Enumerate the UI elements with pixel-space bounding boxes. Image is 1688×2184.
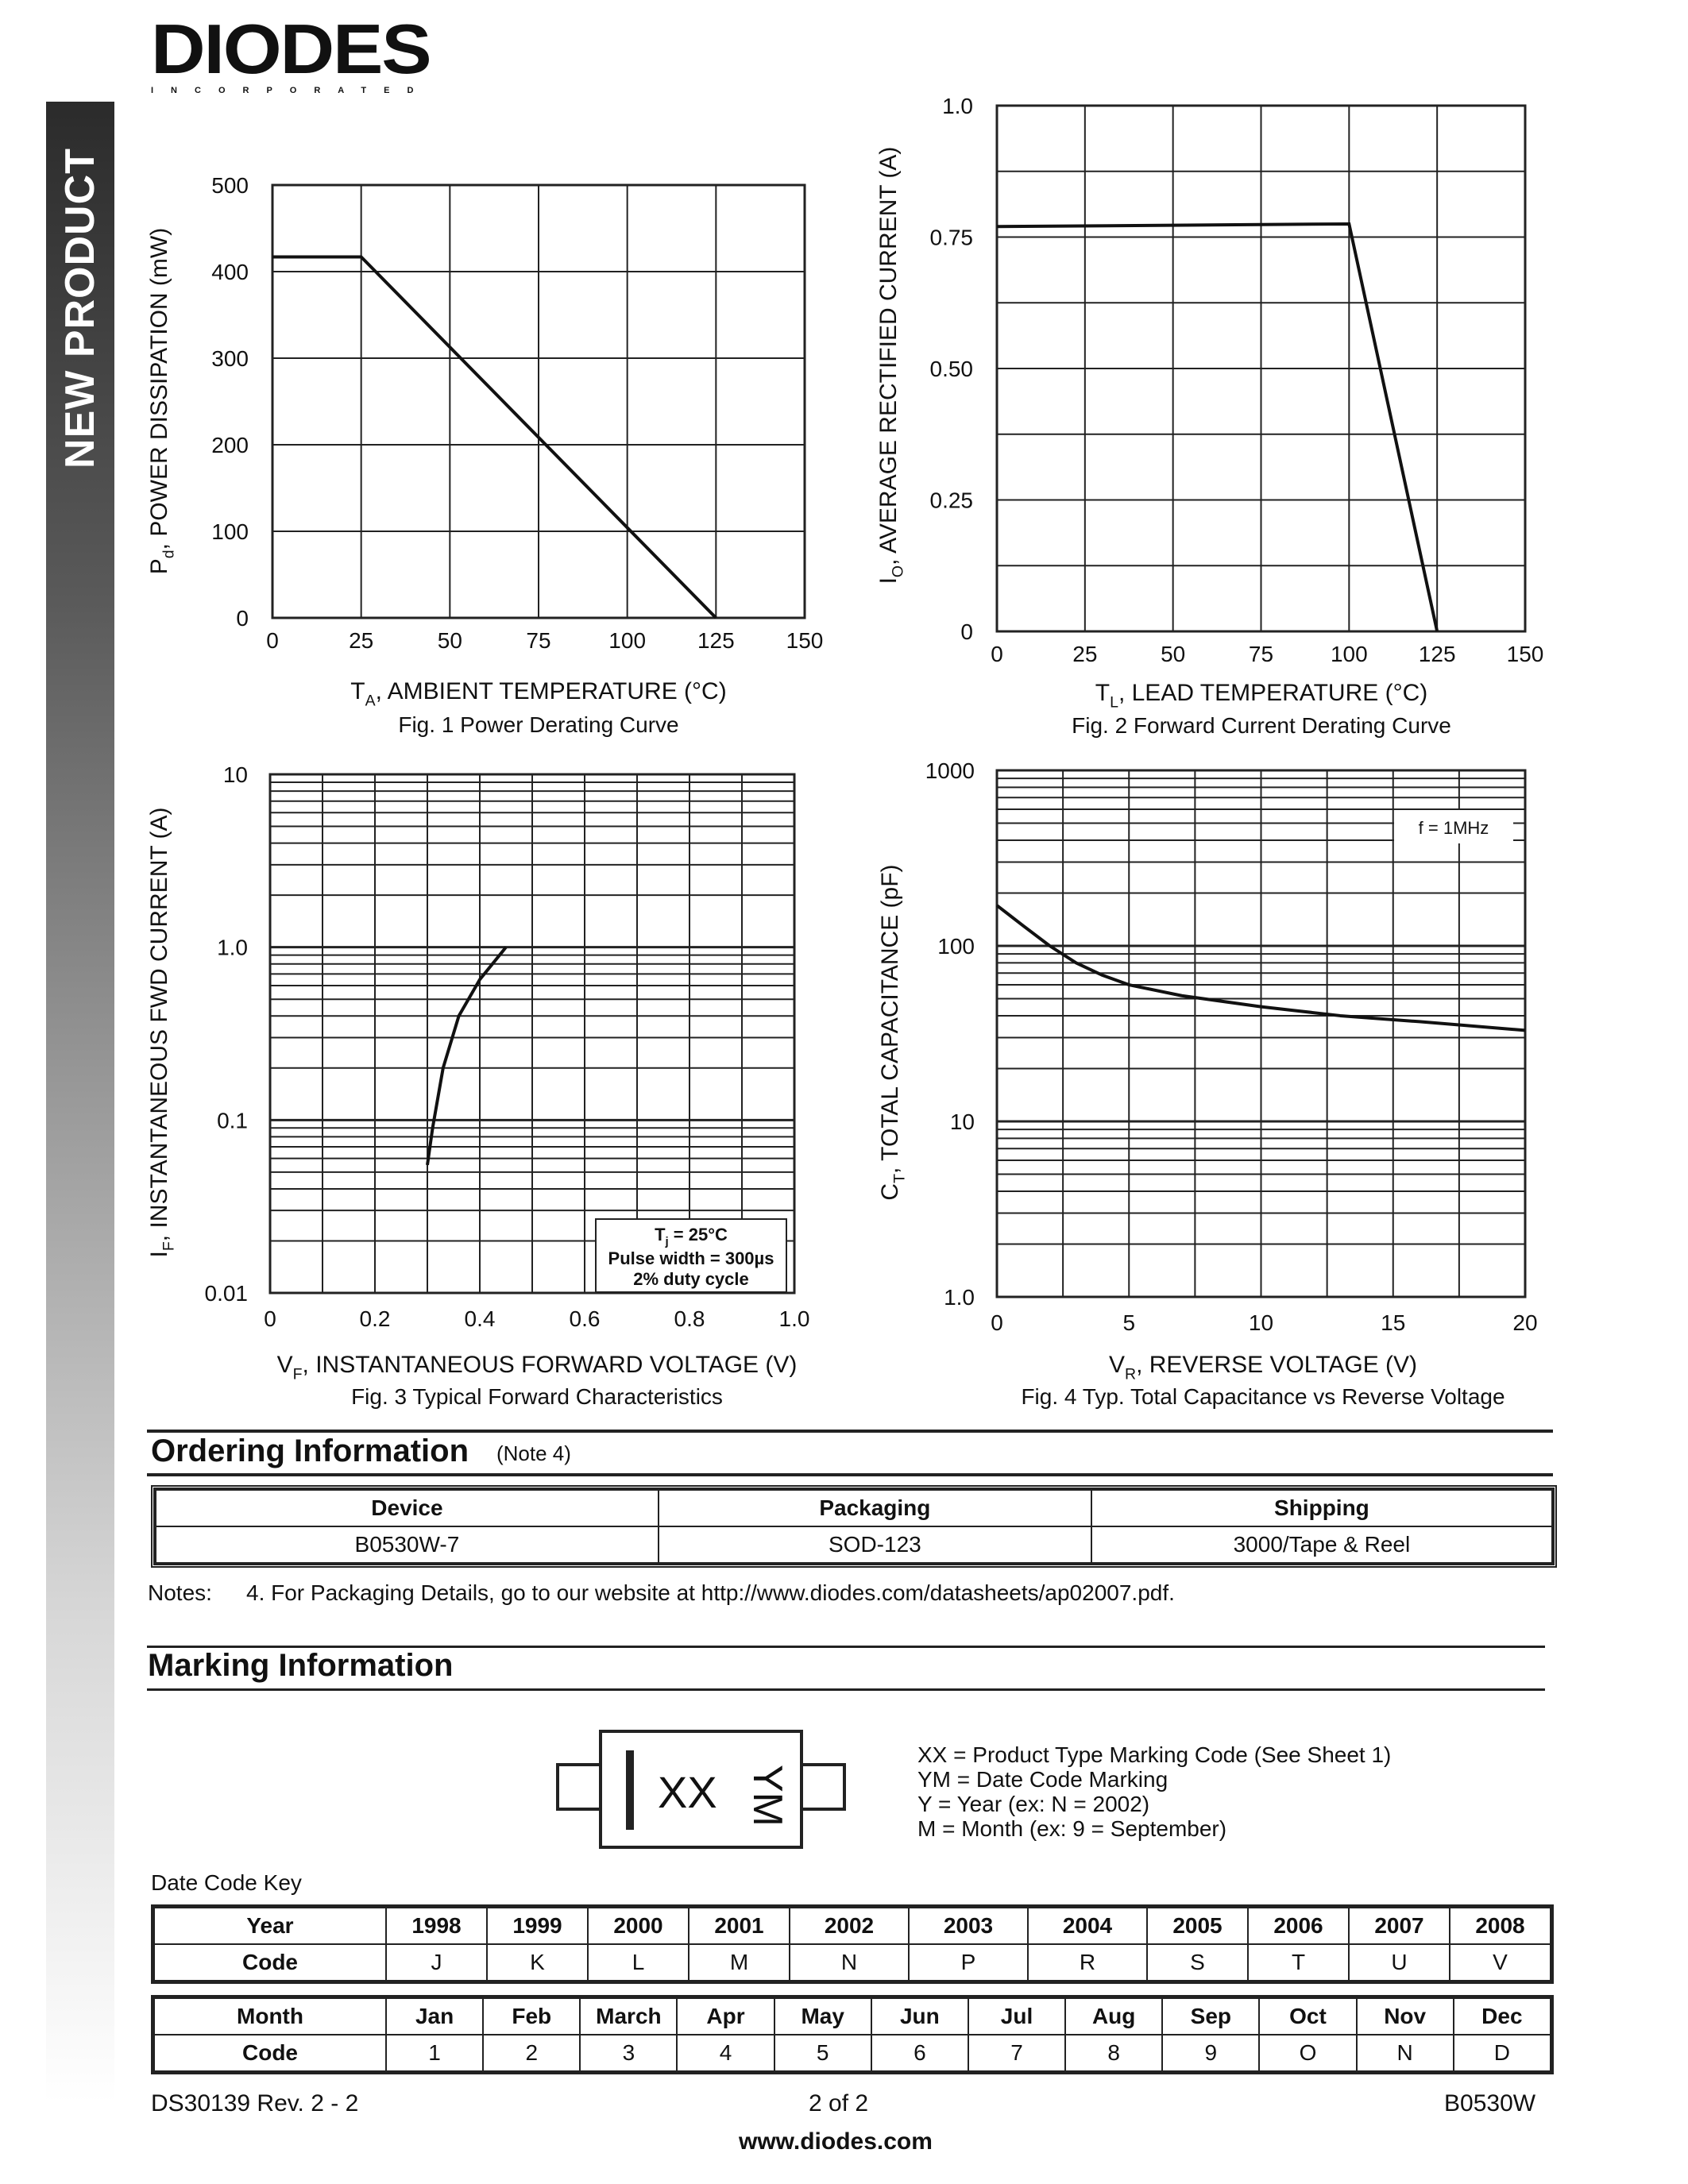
month-code-cell: 5 xyxy=(774,2035,871,2071)
fig4-xtick-label: 20 xyxy=(1512,1310,1538,1335)
year-cell: 2005 xyxy=(1147,1908,1248,1944)
fig3-xtick-label: 0.6 xyxy=(569,1306,601,1331)
package-lead-left xyxy=(556,1763,602,1811)
fig4-xtick-label: 15 xyxy=(1381,1310,1406,1335)
fig3-series-line xyxy=(427,947,506,1165)
fig2-ytick-label: 0.25 xyxy=(929,488,973,513)
fig3-xtick-label: 1.0 xyxy=(778,1306,810,1331)
footer-page: 2 of 2 xyxy=(809,2090,869,2116)
fig3-xtick-label: 0 xyxy=(264,1306,276,1331)
fig4-xlabel xyxy=(1109,1352,1417,1383)
logo-subtitle: INCORPORATED xyxy=(151,86,431,95)
cathode-band xyxy=(626,1750,634,1830)
fig3-xlabel-main: V xyxy=(276,1352,293,1378)
logo-wordmark: DIODES xyxy=(151,10,431,88)
fig3-xlabel-sub: F xyxy=(292,1365,303,1383)
fig2-ytick-label: 0.50 xyxy=(929,357,973,381)
fig1-ylabel-rest: , POWER DISSIPATION (mW) xyxy=(146,227,172,550)
month-row-label: Month xyxy=(154,1998,386,2035)
month-code-cell: 9 xyxy=(1162,2035,1259,2071)
year-code-cell: L xyxy=(588,1944,689,1981)
year-code-table xyxy=(151,1904,1554,1984)
year-code-row-label: Code xyxy=(154,1944,386,1981)
fig1-caption: Fig. 1 Power Derating Curve xyxy=(398,712,679,737)
year-cell: 1999 xyxy=(487,1908,588,1944)
month-code-cell: 3 xyxy=(580,2035,677,2071)
fig3-xtick-label: 0.4 xyxy=(464,1306,496,1331)
year-code-cell: K xyxy=(487,1944,588,1981)
fig4-caption: Fig. 4 Typ. Total Capacitance vs Reverse Voltage xyxy=(1021,1384,1505,1409)
package-marking-xx: XX xyxy=(658,1767,717,1817)
month-code-table xyxy=(151,1995,1554,2074)
fig1-xtick-label: 50 xyxy=(437,628,462,653)
ordering-header-shipping: Shipping xyxy=(1091,1490,1552,1526)
fig4-annotation: f = 1MHz xyxy=(1418,818,1489,838)
fig3-ytick-label: 0.01 xyxy=(204,1281,248,1306)
ordering-bottom-rule xyxy=(147,1473,1553,1476)
fig3-note-line1-main: T xyxy=(655,1225,666,1244)
fig2-ytick-label: 1.0 xyxy=(942,94,973,118)
fig3-xtick-label: 0.2 xyxy=(359,1306,391,1331)
fig2-xtick-label: 25 xyxy=(1072,642,1098,666)
fig3-ytick-label: 0.1 xyxy=(217,1108,248,1133)
month-cell: Jan xyxy=(386,1998,483,2035)
fig3-ytick-label: 10 xyxy=(222,762,248,787)
package-diagram xyxy=(556,1730,846,1849)
marking-legend-ym: YM = Date Code Marking xyxy=(917,1767,1168,1792)
fig3-xtick-label: 0.8 xyxy=(674,1306,705,1331)
fig3-caption: Fig. 3 Typical Forward Characteristics xyxy=(351,1384,723,1409)
month-code-cell: 6 xyxy=(871,2035,968,2071)
fig4-xlabel-main: V xyxy=(1108,1352,1125,1378)
year-cell: 2004 xyxy=(1028,1908,1147,1944)
year-cell: 2002 xyxy=(790,1908,909,1944)
fig2-ylabel xyxy=(875,147,906,585)
fig4-xlabel-rest: , REVERSE VOLTAGE (V) xyxy=(1136,1352,1418,1378)
marking-title: Marking Information xyxy=(148,1648,454,1683)
fig2-xlabel-rest: , LEAD TEMPERATURE (°C) xyxy=(1118,680,1428,706)
year-code-cell: U xyxy=(1349,1944,1450,1981)
ordering-top-rule xyxy=(147,1430,1553,1433)
date-code-key-label: Date Code Key xyxy=(151,1870,302,1895)
year-cell: 2007 xyxy=(1349,1908,1450,1944)
month-code-cell: D xyxy=(1454,2035,1551,2071)
month-cell: Jun xyxy=(871,1998,968,2035)
fig2-caption: Fig. 2 Forward Current Derating Curve xyxy=(1072,713,1451,738)
fig1-ylabel-main: P xyxy=(146,558,172,575)
month-cell: Sep xyxy=(1162,1998,1259,2035)
fig1-xlabel-rest: , AMBIENT TEMPERATURE (°C) xyxy=(375,678,727,704)
year-code-cell: J xyxy=(386,1944,487,1981)
fig2-xlabel-sub: L xyxy=(1110,693,1118,712)
sidebar-label: NEW PRODUCT xyxy=(57,148,103,469)
fig3-ylabel-main: I xyxy=(146,1251,172,1258)
fig1-xtick-label: 0 xyxy=(266,628,279,653)
package-marking-ym: YM xyxy=(744,1765,790,1827)
footer-doc-id: DS30139 Rev. 2 - 2 xyxy=(151,2090,359,2116)
marking-legend-y: Y = Year (ex: N = 2002) xyxy=(917,1792,1150,1816)
fig1-ytick-label: 0 xyxy=(236,606,249,631)
fig1-series-line xyxy=(272,257,716,618)
fig1-ytick-label: 500 xyxy=(211,173,249,198)
fig2-xlabel-main: T xyxy=(1095,680,1111,706)
year-code-cell: S xyxy=(1147,1944,1248,1981)
fig2-series-line xyxy=(997,224,1437,631)
year-row-label: Year xyxy=(154,1908,386,1944)
fig3-ylabel-sub: F xyxy=(160,1241,178,1252)
month-cell: March xyxy=(580,1998,677,2035)
fig4-xtick-label: 0 xyxy=(991,1310,1003,1335)
month-cell: Oct xyxy=(1259,1998,1356,2035)
month-code-cell: 7 xyxy=(968,2035,1065,2071)
ordering-cell-packaging: SOD-123 xyxy=(659,1526,1091,1563)
fig1-ytick-label: 400 xyxy=(211,260,249,284)
month-code-row-label: Code xyxy=(154,2035,386,2071)
marking-bottom-rule xyxy=(147,1688,1545,1691)
year-cell: 2001 xyxy=(689,1908,790,1944)
year-cell: 2006 xyxy=(1248,1908,1349,1944)
fig2-ylabel-main: I xyxy=(875,577,902,585)
year-cell: 2003 xyxy=(909,1908,1028,1944)
fig3-note-line2: Pulse width = 300µs xyxy=(608,1248,774,1268)
month-cell: Feb xyxy=(483,1998,580,2035)
fig3-note-line3: 2% duty cycle xyxy=(633,1269,749,1289)
fig2-xtick-label: 125 xyxy=(1418,642,1456,666)
fig2-ylabel-rest: , AVERAGE RECTIFIED CURRENT (A) xyxy=(875,146,902,565)
month-code-cell: 8 xyxy=(1065,2035,1162,2071)
ordering-title: Ordering Information xyxy=(151,1433,469,1468)
month-code-cell: N xyxy=(1357,2035,1454,2071)
fig1-xtick-label: 25 xyxy=(349,628,374,653)
fig4-xlabel-sub: R xyxy=(1124,1365,1137,1383)
footer-url: www.diodes.com xyxy=(739,2128,933,2155)
month-cell: Apr xyxy=(677,1998,774,2035)
fig1-xtick-label: 125 xyxy=(697,628,735,653)
note-4: 4. For Packaging Details, go to our website at http://www.diodes.com/datasheets/ap02007.pdf. xyxy=(246,1580,1175,1605)
month-cell: Nov xyxy=(1357,1998,1454,2035)
fig2-xlabel xyxy=(1095,680,1427,711)
fig1-ytick-label: 300 xyxy=(211,346,249,371)
fig2-xtick-label: 50 xyxy=(1161,642,1186,666)
fig3-xlabel xyxy=(277,1352,798,1383)
year-code-cell: M xyxy=(689,1944,790,1981)
fig2-xtick-label: 0 xyxy=(991,642,1003,666)
ordering-table xyxy=(151,1485,1557,1568)
fig4-xtick-label: 10 xyxy=(1248,1310,1274,1335)
fig1-xtick-label: 100 xyxy=(608,628,647,653)
notes-label: Notes: xyxy=(148,1580,212,1605)
month-code-cell: 2 xyxy=(483,2035,580,2071)
year-cell: 2008 xyxy=(1450,1908,1551,1944)
ordering-header-device: Device xyxy=(156,1490,659,1526)
fig2-xtick-label: 150 xyxy=(1506,642,1544,666)
year-code-cell: N xyxy=(790,1944,909,1981)
ordering-note-ref: (Note 4) xyxy=(496,1441,571,1465)
year-code-cell: R xyxy=(1028,1944,1147,1981)
month-code-cell: 4 xyxy=(677,2035,774,2071)
fig2-xtick-label: 75 xyxy=(1248,642,1274,666)
ordering-header-packaging: Packaging xyxy=(659,1490,1091,1526)
month-cell: May xyxy=(774,1998,871,2035)
marking-legend-m: M = Month (ex: 9 = September) xyxy=(917,1816,1227,1841)
fig2-ytick-label: 0.75 xyxy=(929,225,973,250)
fig3-note-line1-rest: = 25°C xyxy=(668,1225,728,1244)
package-lead-right xyxy=(800,1763,846,1811)
fig1-xtick-label: 75 xyxy=(526,628,551,653)
year-code-cell: P xyxy=(909,1944,1028,1981)
fig2-xtick-label: 100 xyxy=(1330,642,1368,666)
marking-legend-xx: XX = Product Type Marking Code (See Sheet 1) xyxy=(917,1742,1392,1767)
month-code-cell: 1 xyxy=(386,2035,483,2071)
fig2-ytick-label: 0 xyxy=(960,619,973,644)
footer-part: B0530W xyxy=(1444,2090,1536,2116)
fig1-xlabel-main: T xyxy=(350,678,365,704)
fig1-ylabel xyxy=(146,228,177,574)
fig1-ytick-label: 100 xyxy=(211,519,249,544)
fig4-xtick-label: 5 xyxy=(1122,1310,1136,1335)
fig4-ytick-label: 1.0 xyxy=(944,1285,975,1310)
package-body xyxy=(599,1730,803,1849)
fig4-ytick-label: 10 xyxy=(949,1109,975,1134)
ordering-cell-shipping: 3000/Tape & Reel xyxy=(1091,1526,1552,1563)
fig3-ylabel-rest: , INSTANTANEOUS FWD CURRENT (A) xyxy=(146,807,172,1242)
fig4-ylabel-rest: , TOTAL CAPACITANCE (pF) xyxy=(877,864,903,1174)
fig4-ylabel-sub: T xyxy=(890,1173,909,1183)
year-code-cell: T xyxy=(1248,1944,1349,1981)
year-cell: 1998 xyxy=(386,1908,487,1944)
fig1-xtick-label: 150 xyxy=(786,628,824,653)
fig4-ylabel-main: C xyxy=(877,1183,903,1201)
fig3-xlabel-rest: , INSTANTANEOUS FORWARD VOLTAGE (V) xyxy=(302,1352,798,1378)
fig3-ylabel xyxy=(146,808,177,1258)
fig1-xlabel-sub: A xyxy=(365,692,376,710)
month-cell: Jul xyxy=(968,1998,1065,2035)
fig3-note-line1-sub: j xyxy=(665,1235,669,1248)
fig4-ytick-label: 1000 xyxy=(925,758,975,783)
year-cell: 2000 xyxy=(588,1908,689,1944)
month-code-cell: O xyxy=(1259,2035,1356,2071)
year-code-cell: V xyxy=(1450,1944,1551,1981)
fig2-ylabel-sub: O xyxy=(889,565,907,578)
ordering-cell-device: B0530W-7 xyxy=(156,1526,659,1563)
month-cell: Dec xyxy=(1454,1998,1551,2035)
month-cell: Aug xyxy=(1065,1998,1162,2035)
fig4-ylabel xyxy=(877,864,908,1200)
fig1-ytick-label: 200 xyxy=(211,433,249,457)
fig4-ytick-label: 100 xyxy=(937,934,975,959)
fig1-xlabel xyxy=(350,678,726,709)
fig3-ytick-label: 1.0 xyxy=(217,935,248,960)
fig1-ylabel-sub: d xyxy=(160,550,178,559)
